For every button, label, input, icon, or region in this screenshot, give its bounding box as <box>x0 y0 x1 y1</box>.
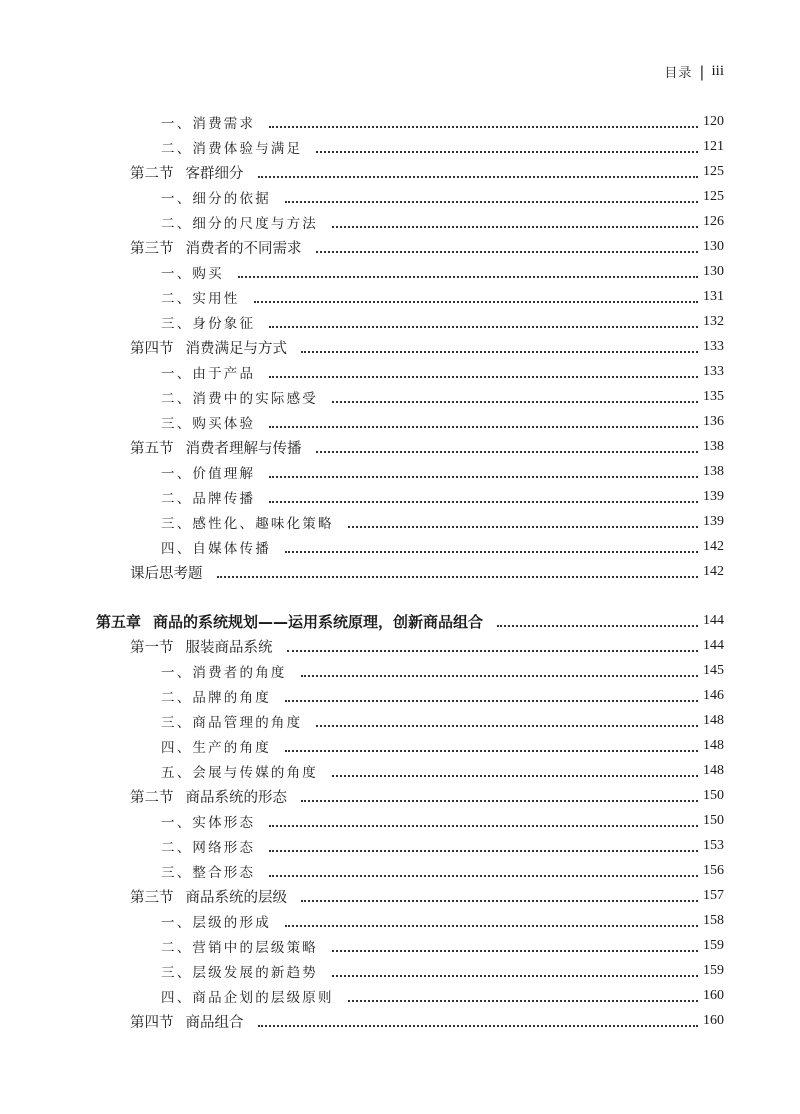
toc-entry-label <box>161 187 271 207</box>
toc-entry-title: 客群细分 <box>185 165 244 182</box>
toc-entry-line <box>130 336 700 358</box>
toc-entry-item <box>0 136 800 158</box>
toc-entry-title: 四、生产的角度 <box>161 740 271 756</box>
toc-entry-line <box>130 635 700 657</box>
toc-entry-title: 三、商品管理的角度 <box>161 715 303 731</box>
toc-entry-item <box>0 486 800 508</box>
toc-page-number: 150 <box>703 788 724 803</box>
dot-leader <box>238 275 698 278</box>
dot-leader <box>285 924 698 927</box>
toc-entry-title: 商品的系统规划——运用系统原理，创新商品组合 <box>153 612 484 631</box>
toc-entry-title: 一、实体形态 <box>161 815 256 831</box>
toc-entry-title: 二、网络形态 <box>161 840 256 856</box>
toc-entry-line <box>161 935 700 957</box>
toc-entry-title: 消费者理解与传播 <box>185 440 302 457</box>
toc-entry-item <box>0 286 800 308</box>
toc-entry-line <box>161 685 700 707</box>
toc-entry-title: 四、商品企划的层级原则 <box>161 990 334 1006</box>
toc-entry-item <box>0 935 800 957</box>
toc-entry-item <box>0 710 800 732</box>
toc-entry-number: 第三节 <box>130 889 174 906</box>
toc-page-number: 148 <box>703 713 724 728</box>
toc-entry-title: 课后思考题 <box>130 565 203 582</box>
toc-entry-line <box>130 1010 700 1032</box>
running-head-title: 目录 <box>664 66 693 81</box>
toc-entry-label <box>161 711 302 731</box>
dot-leader <box>316 250 699 253</box>
toc-entry-label <box>161 986 334 1006</box>
toc-entry-label <box>161 287 240 307</box>
toc-page-number: 125 <box>703 189 724 204</box>
toc-entry-label <box>161 212 318 232</box>
toc-entry-line <box>161 361 700 383</box>
toc-page-number: 121 <box>703 139 724 154</box>
toc-entry-label <box>161 686 271 706</box>
toc-entry-title: 消费满足与方式 <box>185 340 287 357</box>
running-head-page-number: iii <box>711 63 724 79</box>
toc-entry-line <box>130 785 700 807</box>
toc-entry-item <box>0 985 800 1007</box>
toc-entry-item <box>0 261 800 283</box>
toc-page-number: 144 <box>703 638 724 653</box>
toc-entry-title: 三、身份象征 <box>161 316 256 332</box>
toc-entry-title: 一、层级的形成 <box>161 915 271 931</box>
toc-entry-line <box>161 486 700 508</box>
toc-entry-label <box>130 237 302 258</box>
toc-entry-title: 商品系统的层级 <box>185 889 287 906</box>
toc-entry-label <box>161 312 255 332</box>
toc-entry-title: 一、由于产品 <box>161 366 256 382</box>
toc-entry-item <box>0 186 800 208</box>
dot-leader <box>301 899 698 902</box>
toc-entry-label <box>161 537 271 557</box>
toc-entry-line <box>161 860 700 882</box>
toc-page-number: 136 <box>703 414 724 429</box>
toc-page-number: 144 <box>703 613 724 628</box>
toc-page-number: 139 <box>703 489 724 504</box>
toc-entry-label <box>161 412 255 432</box>
toc-entry-label <box>161 362 255 382</box>
toc-entry-number: 第五节 <box>130 440 174 457</box>
toc-entry-section <box>0 161 800 183</box>
toc-entry-title: 商品组合 <box>185 1014 244 1031</box>
toc-entry-title: 一、细分的依据 <box>161 191 271 207</box>
dot-leader <box>497 624 698 627</box>
toc-entry-title: 三、感性化、趣味化策略 <box>161 516 334 532</box>
toc-entry-label <box>161 262 224 282</box>
toc-entry-line <box>161 810 700 832</box>
toc-entry-item <box>0 386 800 408</box>
toc-entry-line <box>161 261 700 283</box>
toc-page-number: 159 <box>703 963 724 978</box>
toc-entry-section <box>0 436 800 458</box>
toc-entry-line <box>161 735 700 757</box>
toc-entry-item <box>0 311 800 333</box>
toc-entry-item <box>0 511 800 533</box>
toc-page-number: 133 <box>703 364 724 379</box>
toc-entry-title: 三、整合形态 <box>161 865 256 881</box>
toc-entry-line <box>161 311 700 333</box>
dot-leader <box>269 425 698 428</box>
dot-leader <box>269 849 698 852</box>
toc-entry-item <box>0 361 800 383</box>
dot-leader <box>301 799 698 802</box>
toc-page-number: 120 <box>703 114 724 129</box>
dot-leader <box>332 974 698 977</box>
toc-entry-chapter <box>0 610 800 632</box>
toc-entry-label <box>161 836 255 856</box>
toc-entry-label <box>161 462 255 482</box>
toc-page-number: 148 <box>703 738 724 753</box>
toc-entry-number: 第四节 <box>130 340 174 357</box>
toc-page-number: 156 <box>703 863 724 878</box>
toc-entry-title: 四、自媒体传播 <box>161 541 271 557</box>
toc-page-number: 146 <box>703 688 724 703</box>
toc-entry-item <box>0 810 800 832</box>
dot-leader <box>316 450 699 453</box>
dot-leader <box>269 325 698 328</box>
toc-entry-section <box>0 336 800 358</box>
toc-page-number: 138 <box>703 439 724 454</box>
toc-page-number: 158 <box>703 913 724 928</box>
dot-leader <box>287 649 699 652</box>
dot-leader <box>285 550 698 553</box>
toc-entry-item <box>0 735 800 757</box>
dot-leader <box>316 724 698 727</box>
toc-page-number: 130 <box>703 239 724 254</box>
toc-page-number: 153 <box>703 838 724 853</box>
toc-entry-line <box>130 236 700 258</box>
toc-page-number: 148 <box>703 763 724 778</box>
toc-entry-section <box>0 1010 800 1032</box>
toc-entry-title: 服装商品系统 <box>185 639 273 656</box>
toc-entry-line <box>161 660 700 682</box>
toc-entry-line <box>161 910 700 932</box>
toc-entry-label <box>161 961 318 981</box>
toc-entry-line <box>161 211 700 233</box>
toc-entry-section <box>0 635 800 657</box>
dot-leader <box>301 350 698 353</box>
dot-leader <box>285 200 698 203</box>
toc-page-number: 130 <box>703 264 724 279</box>
dot-leader <box>348 525 698 528</box>
toc-entry-title: 二、品牌的角度 <box>161 690 271 706</box>
toc-entry-item <box>0 461 800 483</box>
toc-entry-title: 五、会展与传媒的角度 <box>161 765 318 781</box>
toc-entry-title: 一、消费者的角度 <box>161 665 287 681</box>
toc-entry-title: 二、消费体验与满足 <box>161 141 303 157</box>
toc-entry-label <box>130 562 203 583</box>
toc-entry-label <box>161 811 255 831</box>
toc-entry-title: 二、品牌传播 <box>161 491 256 507</box>
toc-page-number: 131 <box>703 289 724 304</box>
toc-entry-item <box>0 660 800 682</box>
toc-entry-item <box>0 211 800 233</box>
toc-page-number: 160 <box>703 988 724 1003</box>
toc-entry-line <box>161 411 700 433</box>
running-head-divider: | <box>699 62 705 81</box>
toc-entry-title: 三、层级发展的新趋势 <box>161 965 318 981</box>
toc-entry-label <box>161 137 302 157</box>
toc-entry-number: 第五章 <box>96 612 142 631</box>
toc-entry-title: 二、营销中的层级策略 <box>161 940 318 956</box>
dot-leader <box>348 999 698 1002</box>
toc-entry-item <box>0 685 800 707</box>
toc-entry-item <box>0 910 800 932</box>
dot-leader <box>269 375 698 378</box>
toc-page-number: 126 <box>703 214 724 229</box>
toc-entry-item <box>0 860 800 882</box>
toc-page-number: 142 <box>703 539 724 554</box>
toc-page-number: 125 <box>703 164 724 179</box>
toc-entry-title: 三、购买体验 <box>161 416 256 432</box>
toc-entry-title: 一、消费需求 <box>161 116 256 132</box>
toc-entry-line <box>161 511 700 533</box>
toc-page-number: 133 <box>703 339 724 354</box>
toc-entry-line <box>161 186 700 208</box>
toc-entry-line <box>161 111 700 133</box>
toc-entry-line <box>161 835 700 857</box>
toc-entry-line <box>161 286 700 308</box>
toc-entry-label <box>161 487 255 507</box>
toc-entry-label <box>96 611 483 632</box>
toc-entry-title: 商品系统的形态 <box>185 789 287 806</box>
toc-entry-label <box>161 761 318 781</box>
toc-entry-label <box>161 512 334 532</box>
toc-entry-line <box>161 536 700 558</box>
toc-entry-item <box>0 835 800 857</box>
toc-entry-number: 第三节 <box>130 240 174 257</box>
dot-leader <box>269 500 698 503</box>
toc-page-number: 132 <box>703 314 724 329</box>
dot-leader <box>316 150 698 153</box>
dot-leader <box>269 874 698 877</box>
dot-leader <box>254 300 699 303</box>
dot-leader <box>301 674 698 677</box>
toc-entry-line <box>161 710 700 732</box>
toc-page-number: 142 <box>703 564 724 579</box>
toc-entry-number: 第一节 <box>130 639 174 656</box>
dot-leader <box>258 175 699 178</box>
dot-leader <box>217 575 699 578</box>
toc-entry-item <box>0 760 800 782</box>
toc-page-number: 139 <box>703 514 724 529</box>
toc-entry-label <box>161 387 318 407</box>
dot-leader <box>285 699 698 702</box>
toc-entry-item <box>0 960 800 982</box>
toc-entry-title: 二、实用性 <box>161 291 240 307</box>
dot-leader <box>269 125 698 128</box>
toc-entry-line <box>161 461 700 483</box>
toc-page-number: 150 <box>703 813 724 828</box>
dot-leader <box>332 225 698 228</box>
toc-page-number: 138 <box>703 464 724 479</box>
dot-leader <box>332 400 698 403</box>
toc-entry-label <box>161 661 287 681</box>
toc-entry-label <box>130 1011 244 1032</box>
toc-entry-label <box>130 786 287 807</box>
toc-entry-line <box>161 960 700 982</box>
toc-entry-label <box>130 886 287 907</box>
toc-entry-line <box>161 985 700 1007</box>
toc-entry-label <box>161 736 271 756</box>
toc-entry-item <box>0 111 800 133</box>
toc-page-number: 135 <box>703 389 724 404</box>
toc-page-number: 160 <box>703 1013 724 1028</box>
dot-leader <box>285 749 698 752</box>
toc-entry-line <box>161 760 700 782</box>
toc-entry-title: 一、购买 <box>161 266 224 282</box>
toc-page-number: 145 <box>703 663 724 678</box>
dot-leader <box>332 949 698 952</box>
toc-entry-number: 第四节 <box>130 1014 174 1031</box>
toc-entry-section <box>0 236 800 258</box>
toc-entry-label <box>130 437 302 458</box>
toc-entry-label <box>161 936 318 956</box>
toc-entry-line <box>161 386 700 408</box>
toc-entry-number: 第二节 <box>130 165 174 182</box>
toc-entry-line <box>130 161 700 183</box>
toc-entry-item <box>0 411 800 433</box>
toc-entry-title: 二、消费中的实际感受 <box>161 391 318 407</box>
toc-entry-item <box>0 536 800 558</box>
dot-leader <box>332 774 698 777</box>
toc-entry-title: 二、细分的尺度与方法 <box>161 216 318 232</box>
toc-entry-line <box>161 136 700 158</box>
toc-entry-label <box>130 636 273 657</box>
toc-page-number: 159 <box>703 938 724 953</box>
toc-entry-label <box>130 337 287 358</box>
toc-entry-section <box>0 785 800 807</box>
toc-entry-title: 消费者的不同需求 <box>185 240 302 257</box>
toc-entry-line <box>130 885 700 907</box>
toc-entry-line <box>130 561 700 583</box>
toc-entry-label <box>161 911 271 931</box>
toc-entry-number: 第二节 <box>130 789 174 806</box>
toc-entry-label <box>130 162 244 183</box>
toc-entry-section <box>0 561 800 583</box>
toc-entry-label <box>161 861 255 881</box>
dot-leader <box>258 1024 699 1027</box>
toc-entry-label <box>161 112 255 132</box>
toc-entry-section <box>0 885 800 907</box>
toc-entry-line <box>130 436 700 458</box>
toc-page-number: 157 <box>703 888 724 903</box>
dot-leader <box>269 824 698 827</box>
toc-entry-line <box>96 610 700 632</box>
toc-entry-title: 一、价值理解 <box>161 466 256 482</box>
dot-leader <box>269 475 698 478</box>
